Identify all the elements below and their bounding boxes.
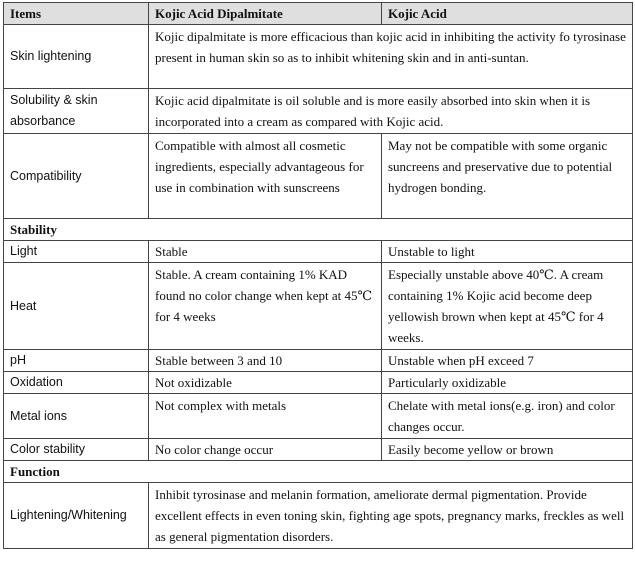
row-label: Heat [4, 263, 149, 350]
merged-cell: Kojic dipalmitate is more efficacious than kojic acid in inhibiting the activity fo tyrosinase present in human skin so as to inhibit whitening skin and in anti-suntan. [149, 25, 633, 89]
row-heat [4, 263, 633, 350]
row-label: Solubility & skin absorbance [4, 89, 149, 134]
kad-cell: Stable [149, 241, 382, 263]
ka-cell: Particularly oxidizable [382, 372, 633, 394]
row-label: Light [4, 241, 149, 263]
header-kad: Kojic Acid Dipalmitate [149, 3, 382, 25]
row-compatibility [4, 134, 633, 219]
row-label: Skin lightening [4, 25, 149, 89]
merged-cell: Inhibit tyrosinase and melanin formation, ameliorate dermal pigmentation. Provide excellent effects in even toning skin, fighting age spots, pregnancy marks, freckles as well as general pigmentation disorders. [149, 483, 633, 549]
ka-cell: Chelate with metal ions(e.g. iron) and color changes occur. [382, 394, 633, 439]
kad-cell: No color change occur [149, 439, 382, 461]
row-solubility [4, 89, 633, 134]
row-color-stability [4, 439, 633, 461]
merged-cell: Kojic acid dipalmitate is oil soluble and is more easily absorbed into skin when it is incorporated into a cream as compared with Kojic acid. [149, 89, 633, 134]
kad-cell: Not oxidizable [149, 372, 382, 394]
row-metal-ions [4, 394, 633, 439]
section-title: Function [4, 461, 633, 483]
row-label: Color stability [4, 439, 149, 461]
row-label: pH [4, 350, 149, 372]
row-oxidation [4, 372, 633, 394]
kad-cell: Stable. A cream containing 1% KAD found no color change when kept at 45℃ for 4 weeks [149, 263, 382, 350]
comparison-table [3, 2, 633, 549]
section-stability [4, 219, 633, 241]
row-label: Lightening/Whitening [4, 483, 149, 549]
section-title: Stability [4, 219, 633, 241]
row-lightening [4, 483, 633, 549]
section-function [4, 461, 633, 483]
row-label: Compatibility [4, 134, 149, 219]
ka-cell: Especially unstable above 40℃. A cream containing 1% Kojic acid become deep yellowish brown when kept at 45℃ for 4 weeks. [382, 263, 633, 350]
kad-cell: Compatible with almost all cosmetic ingredients, especially advantageous for use in combination with sunscreens [149, 134, 382, 219]
ka-cell: Unstable when pH exceed 7 [382, 350, 633, 372]
row-skin-lightening [4, 25, 633, 89]
kad-cell: Stable between 3 and 10 [149, 350, 382, 372]
header-ka: Kojic Acid [382, 3, 633, 25]
ka-cell: Unstable to light [382, 241, 633, 263]
header-items: Items [4, 3, 149, 25]
ka-cell: Easily become yellow or brown [382, 439, 633, 461]
row-ph [4, 350, 633, 372]
ka-cell: May not be compatible with some organic suncreens and preservative due to potential hydrogen bonding. [382, 134, 633, 219]
row-light [4, 241, 633, 263]
header-row [4, 3, 633, 25]
kad-cell: Not complex with metals [149, 394, 382, 439]
row-label: Oxidation [4, 372, 149, 394]
row-label: Metal ions [4, 394, 149, 439]
